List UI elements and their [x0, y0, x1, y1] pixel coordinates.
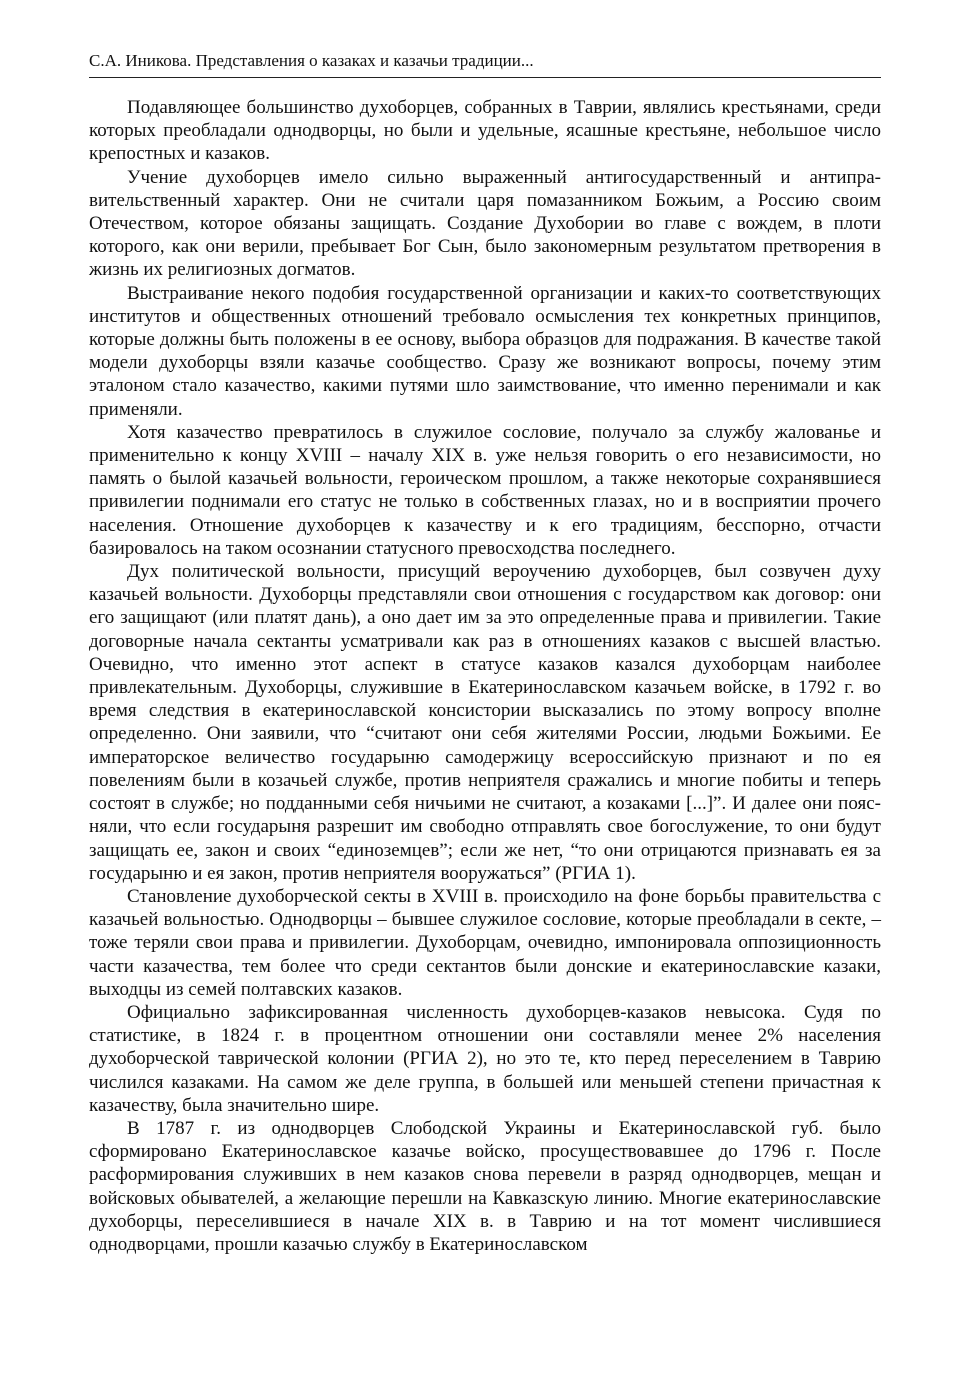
paragraph: Становление духоборческой секты в XVIII в. происходило на фоне борьбы правительства с казачьей вольностью. Однодворцы – бывшее служилое сословие, которые преобладали в секте, – тоже теряли свои права и привилегии. Духоборцам, очевидно, импонировала оппозиционность части казачества, тем более что среди сектантов были донские и екатеринославские казаки, выходцы из семей полтавских казаков.: [89, 885, 881, 1000]
paragraph: Выстраивание некого подобия государственной организации и каких-то соответствующих институтов и общественных отношений требовало осмысления тех конкретных принципов, которые должны быть положены в ее основу, выбора образцов для подражания. В качестве такой модели духоборцы взяли казачье сообщество. Сразу же возникают вопросы, почему этим эталоном стало казачество, какими путями шло заимствование, что именно перенимали и как применяли.: [89, 282, 881, 420]
paragraph: Официально зафиксированная численность духоборцев-казаков невысока. Судя по статистике, в 1824 г. в процентном отношении они составляли менее 2% населения духоборческой таврической колонии (РГИА 2), но это те, кто перед переселением в Таврию числился казаками. На самом же деле группа, в большей или меньшей степени причастная к казачеству, была значительно шире.: [89, 1001, 881, 1116]
paragraph: Подавляющее большинство духоборцев, собранных в Таврии, являлись крестьянами, среди которых преобладали однодворцы, но были и удельные, ясашные крестьяне, небольшое число крепостных и казаков.: [89, 97, 881, 165]
body-text: [89, 96, 881, 1256]
paragraph: В 1787 г. из однодворцев Слободской Украины и Екатеринославской губ. было сформировано Екатеринославское казачье войско, просуществовавшее до 1796 г. После расформирования служивших в нем казаков снова перевели в разряд однодворцев, мещан и войсковых обывателей, а желающие перешли на Кавказскую линию. Многие екатеринославские духоборцы, переселившиеся в начале XIX в. в Таврию и на тот момент числившиеся однодворцами, прошли казачью службу в Екатеринославском: [89, 1117, 881, 1255]
running-header: С.А. Иникова. Представления о казаках и казачьи традиции...: [89, 50, 881, 78]
paragraph: Учение духоборцев имело сильно выраженный антигосударственный и антиправительственный характер. Они не считали царя помазанником Божьим, а Россию своим Отечеством, которое обязаны защищать. Создание Духобории во главе с вождем, в плоти которого, как они верили, пребывает Бог Сын, было закономерным результатом претворения в жизнь их религиозных догматов.: [89, 166, 881, 281]
paragraph: Хотя казачество превратилось в служилое сословие, получало за службу жалованье и применительно к концу XVIII – началу XIX в. уже нельзя говорить о его независимости, но память о былой казачьей вольности, героическом прошлом, а также некоторые сохранявшиеся привилегии поднимали его статус не только в собственных глазах, но и в восприятии прочего населения. Отношение духоборцев к казачеству и к его традициям, бесспорно, отчасти базировалось на таком осознании статусного превосходства последнего.: [89, 421, 881, 559]
document-page: [89, 50, 881, 1256]
paragraph: Дух политической вольности, присущий вероучению духоборцев, был созвучен духу казачьей вольности. Духоборцы представляли свои отношения с государством как договор: они его защищают (или платят дань), а оно дает им за это определенные права и привилегии. Такие договорные начала сектанты усматривали как раз в отношениях казаков с высшей властью. Очевидно, что именно этот аспект в статусе казаков казался духоборцам наиболее привлекательным. Духоборцы, служившие в Екатеринославском казачьем войске, в 1792 г. во время следствия в екатеринославской консистории высказались по этому вопросу вполне определенно. Они заявили, что “считают они себя жителями России, людьми Божьими. Ее императорское величество государыню самодержицу всероссийскую признают и по ея повелениям были в козачьей службе, против неприятеля сражались и многие побиты и теперь состоят в службе; но подданными себя ничьими не считают, а козаками [...]”. И далее они поясняли, что если государыня разрешит им свободно отправлять свое богослужение, то они будут защищать ее, закон и своих “единоземцев”; если же нет, “то они отрицаются признавать ея за государыню и ея закон, против неприятеля вооружаться” (РГИА 1).: [89, 561, 881, 884]
